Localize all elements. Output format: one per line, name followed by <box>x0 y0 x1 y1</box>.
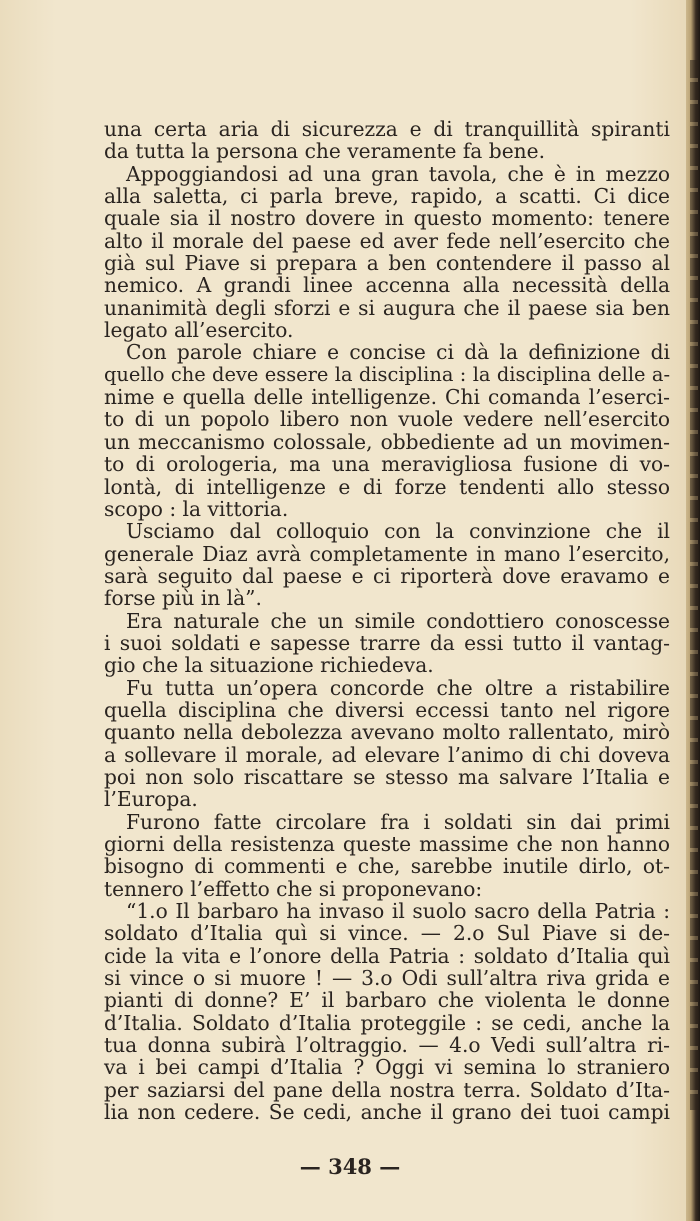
text-line: generale Diaz avrà completamente in mano l’esercito, <box>104 541 670 566</box>
text-line: scopo : la vittoria. <box>104 496 289 521</box>
text-line: si vince o si muore ! — 3.o Odi sull’altra riva grida e <box>104 966 670 991</box>
text-line: cide la vita e l’onore della Patria : soldato d’Italia quì <box>104 943 670 968</box>
page-binding-edge <box>686 0 700 1221</box>
text-line: i suoi soldati e sapesse trarre da essi tutto il vantag- <box>104 630 670 655</box>
body-text <box>104 118 670 1123</box>
text-line: “1.o Il barbaro ha invaso il suolo sacro della Patria : <box>126 899 670 924</box>
text-line: Furono fatte circolare fra i soldati sin dai primi <box>126 809 670 834</box>
binding-shadow <box>690 60 698 1110</box>
text-line: quale sia il nostro dovere in questo momento: tenere <box>104 206 670 231</box>
text-line: tennero l’effetto che si proponevano: <box>104 876 483 901</box>
text-line: Era naturale che un simile condottiero conoscesse <box>126 608 670 633</box>
text-line: Fu tutta un’opera concorde che oltre a ristabilire <box>126 675 670 700</box>
text-line: va i bei campi d’Italia ? Oggi vi semina lo straniero <box>104 1055 670 1080</box>
page-number: — 348 — <box>299 1154 401 1179</box>
text-line: Usciamo dal colloquio con la convinzione che il <box>126 519 670 544</box>
text-line: sarà seguito dal paese e ci riporterà dove eravamo e <box>104 563 670 588</box>
text-line: legato all’esercito. <box>104 318 294 343</box>
text-line: forse più in là”. <box>104 586 262 611</box>
text-line: tua donna subirà l’oltraggio. — 4.o Vedi sull’altra ri- <box>104 1033 670 1058</box>
text-line: già sul Piave si prepara a ben contendere il passo al <box>104 251 670 276</box>
text-line: lontà, di intelligenze e di forze tendenti allo stesso <box>104 474 670 499</box>
text-line: unanimità degli sforzi e si augura che il paese sia ben <box>104 295 670 320</box>
text-line: alto il morale del paese ed aver fede nell’esercito che <box>104 228 670 253</box>
text-line: nime e quella delle intelligenze. Chi comanda l’eserci- <box>104 385 670 410</box>
text-line: giorni della resistenza queste massime che non hanno <box>104 832 670 856</box>
text-line: per saziarsi del pane della nostra terra. Soldato d’Ita- <box>104 1077 670 1102</box>
text-line: nemico. A grandi linee accenna alla necessità della <box>104 273 670 298</box>
text-line: to di orologeria, ma una meravigliosa fusione di vo- <box>104 452 670 477</box>
text-line: a sollevare il morale, ad elevare l’animo di chi doveva <box>104 742 670 767</box>
text-line: un meccanismo colossale, obbediente ad un movimen- <box>104 429 670 454</box>
text-line: una certa aria di sicurezza e di tranquillità spiranti <box>104 117 670 141</box>
text-line: d’Italia. Soldato d’Italia proteggile : se cedi, anche la <box>104 1010 670 1035</box>
text-line: gio che la situazione richiedeva. <box>104 653 434 678</box>
text-line: pianti di donne? E’ il barbaro che violenta le donne <box>104 988 670 1013</box>
text-line: soldato d’Italia quì si vince. — 2.o Sul Piave si de- <box>104 921 670 946</box>
text-line: quanto nella debolezza avevano molto rallentato, mirò <box>104 720 670 745</box>
text-line: l’Europa. <box>104 787 198 812</box>
text-line: lia non cedere. Se cedi, anche il grano dei tuoi campi <box>104 1100 670 1125</box>
text-line: quello che deve essere la disciplina : la disciplina delle a- <box>104 362 670 386</box>
text-line: Appoggiandosi ad una gran tavola, che è in mezzo <box>126 161 670 186</box>
text-line: da tutta la persona che veramente fa bene. <box>104 139 546 164</box>
text-line: quella disciplina che diversi eccessi tanto nel rigore <box>104 697 670 722</box>
text-line: poi non solo riscattare se stesso ma salvare l’Italia e <box>104 764 670 789</box>
text-line: to di un popolo libero non vuole vedere nell’esercito <box>104 407 670 432</box>
text-line: Con parole chiare e concise ci dà la definizione di <box>126 340 670 365</box>
text-line: alla saletta, ci parla breve, rapido, a scatti. Ci dice <box>104 184 670 209</box>
text-line: bisogno di commenti e che, sarebbe inutile dirlo, ot- <box>104 854 670 879</box>
